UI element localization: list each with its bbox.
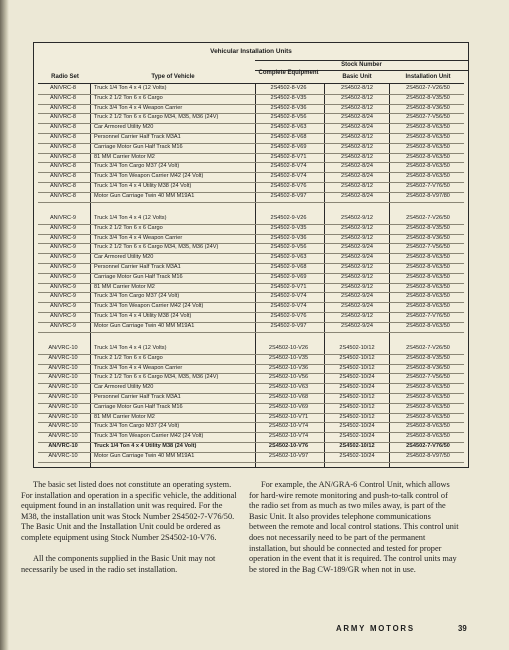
cell-vehicle-type: Truck 2 1/2 Ton 6 x 6 Cargo (94, 354, 163, 361)
cell-radio-set: AN/VRC-10 (48, 413, 78, 420)
cell-complete-equipment: 2S4502-8-V26 (270, 85, 307, 91)
cell-complete-equipment: 2S4502-8-V97 (270, 192, 307, 199)
cell-complete-equipment: 2S4502-9-V74 (270, 293, 307, 300)
cell-radio-set: AN/VRC-10 (48, 443, 78, 449)
cell-radio-set: AN/VRC-9 (49, 313, 77, 319)
cell-installation-unit: 2S4502-7-V56/50 (406, 244, 450, 251)
cell-vehicle-type: Car Armored Utility M20 (94, 254, 154, 261)
cell-basic-unit: 2S4502-9/12 (340, 215, 374, 221)
table-row (38, 322, 464, 333)
cell-basic-unit: 2S4502-8/12 (340, 183, 374, 189)
cell-vehicle-type: 81 MM Carrier Motor M2 (94, 413, 155, 420)
cell-vehicle-type: Motor Gun Carriage Twin 40 MM M19A1 (94, 452, 195, 459)
cell-vehicle-type: Car Armored Utility M20 (94, 124, 154, 131)
header-vehicle-type: Type of Vehicle (151, 74, 195, 80)
cell-complete-equipment: 2S4502-8-V63 (270, 124, 307, 131)
cell-installation-unit: 2S4502-8-V63/50 (406, 173, 450, 180)
cell-basic-unit: 2S4502-10/12 (339, 394, 375, 400)
cell-radio-set: AN/VRC-10 (48, 452, 78, 459)
cell-installation-unit: 2S4502-7-V26/50 (406, 85, 450, 91)
cell-basic-unit: 2S4502-9/12 (340, 283, 374, 290)
cell-vehicle-type: Carriage Motor Gun Half Track M16 (94, 403, 183, 410)
cell-vehicle-type: Car Armored Utility M20 (94, 384, 154, 391)
cell-complete-equipment: 2S4502-10-V97 (268, 452, 309, 459)
table-row (38, 192, 464, 203)
stock-number-header: Stock Number (255, 60, 468, 71)
cell-installation-unit: 2S4502-8-V63/50 (406, 254, 450, 261)
cell-installation-unit: 2S4502-7-V76/50 (406, 443, 450, 449)
cell-installation-unit: 2S4502-7-V76/50 (406, 313, 450, 319)
cell-vehicle-type: Personnel Carrier Half Track M3A1 (94, 134, 181, 140)
cell-basic-unit: 2S4502-10/12 (339, 364, 375, 371)
cell-vehicle-type: Truck 1/4 Ton 4 x 4 Utility M38 (24 Volt) (94, 443, 197, 449)
cell-complete-equipment: 2S4502-10-V26 (268, 345, 309, 351)
cell-basic-unit: 2S4502-10/24 (339, 423, 375, 430)
cell-vehicle-type: Truck 2 1/2 Ton 6 x 6 Cargo (94, 94, 163, 101)
cell-complete-equipment: 2S4502-8-V74 (270, 163, 307, 170)
cell-vehicle-type: Motor Gun Carriage Twin 40 MM M19A1 (94, 192, 195, 199)
cell-complete-equipment: 2S4502-9-V74 (270, 303, 307, 310)
cell-vehicle-type: Truck 3/4 Ton Weapon Carrier M42 (24 Volt) (94, 173, 204, 180)
header-basic-unit: Basic Unit (342, 74, 372, 80)
cell-installation-unit: 2S4502-8-V36/50 (406, 234, 450, 241)
cell-basic-unit: 2S4502-10/24 (339, 374, 375, 381)
cell-installation-unit: 2S4502-7-V26/50 (406, 215, 450, 221)
cell-basic-unit: 2S4502-8/24 (340, 163, 374, 170)
magazine-brand: ARMY MOTORS (336, 624, 415, 633)
cell-complete-equipment: 2S4502-10-V74 (268, 423, 309, 430)
cell-complete-equipment: 2S4502-9-V76 (270, 313, 307, 319)
book-spine-shadow (0, 0, 9, 650)
cell-vehicle-type: Truck 2 1/2 Ton 6 x 6 Cargo (94, 224, 163, 231)
cell-radio-set: AN/VRC-8 (49, 124, 77, 131)
cell-complete-equipment: 2S4502-10-V36 (268, 364, 309, 371)
cell-complete-equipment: 2S4502-10-V56 (268, 374, 309, 381)
cell-radio-set: AN/VRC-8 (49, 173, 77, 180)
cell-radio-set: AN/VRC-9 (49, 244, 77, 251)
cell-radio-set: AN/VRC-9 (49, 322, 77, 329)
cell-vehicle-type: Motor Gun Carriage Twin 40 MM M19A1 (94, 322, 195, 329)
cell-radio-set: AN/VRC-9 (49, 234, 77, 241)
cell-basic-unit: 2S4502-8/12 (340, 134, 374, 140)
body-text-left-column (21, 480, 237, 586)
cell-complete-equipment: 2S4502-10-V74 (268, 433, 309, 440)
cell-vehicle-type: Truck 3/4 Ton Cargo M37 (24 Volt) (94, 423, 180, 430)
cell-vehicle-type: 81 MM Carrier Motor M2 (94, 283, 155, 290)
paragraph: All the components supplied in the Basic Unit may not necessarily be used in the radio set installation. (21, 554, 216, 574)
cell-basic-unit: 2S4502-9/24 (340, 322, 374, 329)
cell-installation-unit: 2S4502-8-V63/50 (406, 124, 450, 131)
cell-installation-unit: 2S4502-7-V26/50 (406, 345, 450, 351)
cell-vehicle-type: Carriage Motor Gun Half Track M16 (94, 143, 183, 150)
cell-complete-equipment: 2S4502-8-V56 (270, 114, 307, 121)
cell-complete-equipment: 2S4502-10-V69 (268, 403, 309, 410)
cell-vehicle-type: Carriage Motor Gun Half Track M16 (94, 273, 183, 280)
cell-installation-unit: 2S4502-8-V63/50 (406, 264, 450, 270)
cell-radio-set: AN/VRC-10 (48, 403, 78, 410)
cell-installation-unit: 2S4502-8-V63/50 (406, 293, 450, 300)
cell-complete-equipment: 2S4502-10-V63 (268, 384, 309, 391)
cell-installation-unit: 2S4502-8-V63/50 (406, 403, 450, 410)
cell-vehicle-type: Personnel Carrier Half Track M3A1 (94, 394, 181, 400)
cell-basic-unit: 2S4502-9/12 (340, 234, 374, 241)
cell-radio-set: AN/VRC-9 (49, 293, 77, 300)
cell-installation-unit: 2S4502-8-V97/80 (406, 192, 450, 199)
cell-installation-unit: 2S4502-8-V35/50 (406, 354, 450, 361)
cell-installation-unit: 2S4502-8-V35/50 (406, 94, 450, 101)
cell-installation-unit: 2S4502-8-V63/50 (406, 384, 450, 391)
cell-installation-unit: 2S4502-8-V63/50 (406, 433, 450, 440)
cell-basic-unit: 2S4502-10/12 (339, 345, 375, 351)
cell-installation-unit: 2S4502-8-V97/50 (406, 452, 450, 459)
cell-complete-equipment: 2S4502-9-V36 (270, 234, 307, 241)
cell-radio-set: AN/VRC-8 (49, 104, 77, 111)
cell-complete-equipment: 2S4502-8-V36 (270, 104, 307, 111)
cell-complete-equipment: 2S4502-8-V74 (270, 173, 307, 180)
cell-vehicle-type: Truck 3/4 Ton Weapon Carrier M42 (24 Volt) (94, 303, 204, 310)
cell-radio-set: AN/VRC-9 (49, 254, 77, 261)
header-installation-unit: Installation Unit (405, 74, 451, 80)
cell-radio-set: AN/VRC-10 (48, 423, 78, 430)
cell-installation-unit: 2S4502-8-V36/50 (406, 364, 450, 371)
cell-basic-unit: 2S4502-8/24 (340, 192, 374, 199)
cell-basic-unit: 2S4502-9/12 (340, 264, 374, 270)
cell-radio-set: AN/VRC-9 (49, 303, 77, 310)
cell-radio-set: AN/VRC-8 (49, 85, 77, 91)
cell-radio-set: AN/VRC-8 (49, 94, 77, 101)
cell-complete-equipment: 2S4502-8-V69 (270, 143, 307, 150)
cell-installation-unit: 2S4502-8-V63/50 (406, 423, 450, 430)
cell-basic-unit: 2S4502-10/12 (339, 443, 375, 449)
cell-installation-unit: 2S4502-7-V56/50 (406, 114, 450, 121)
cell-complete-equipment: 2S4502-8-V71 (270, 153, 307, 160)
cell-basic-unit: 2S4502-10/12 (339, 403, 375, 410)
cell-radio-set: AN/VRC-9 (49, 264, 77, 270)
cell-installation-unit: 2S4502-8-V35/50 (406, 224, 450, 231)
page-number: 39 (458, 624, 467, 633)
cell-vehicle-type: Truck 3/4 Ton Weapon Carrier M42 (24 Volt) (94, 433, 204, 440)
cell-basic-unit: 2S4502-10/24 (339, 433, 375, 440)
installation-units-table (33, 42, 469, 468)
cell-radio-set: AN/VRC-10 (48, 433, 78, 440)
cell-vehicle-type: Truck 1/4 Ton 4 x 4 (12 Volts) (94, 345, 167, 351)
cell-complete-equipment: 2S4502-9-V71 (270, 283, 307, 290)
cell-complete-equipment: 2S4502-8-V76 (270, 183, 307, 189)
paragraph: For example, the AN/GRA-6 Control Unit, which allows for hard-wire remote monitoring and push-to-talk control of the radio set from as much as two miles away, is part of the Basic Unit. It also provides telephone communications between the remote and local control stations. This control unit does not necessarily need to be part of the permanent installation, but should be connected and tested for proper operation in the event that it is required. The control units may be stored in the Bag CW-189/GR when not in use. (249, 480, 459, 574)
cell-basic-unit: 2S4502-8/12 (340, 94, 374, 101)
cell-radio-set: AN/VRC-9 (49, 273, 77, 280)
cell-complete-equipment: 2S4502-9-V35 (270, 224, 307, 231)
cell-complete-equipment: 2S4502-9-V68 (270, 264, 307, 270)
cell-installation-unit: 2S4502-8-V63/50 (406, 413, 450, 420)
cell-installation-unit: 2S4502-7-V76/50 (406, 183, 450, 189)
cell-vehicle-type: Truck 3/4 Ton 4 x 4 Weapon Carrier (94, 364, 183, 371)
cell-vehicle-type: Truck 1/4 Ton 4 x 4 Utility M38 (24 Volt) (94, 313, 192, 319)
cell-vehicle-type: Truck 2 1/2 Ton 6 x 6 Cargo M34, M35, M36 (24V) (94, 244, 219, 251)
paragraph: The basic set listed does not constitute an operating system. For installation and operation in a specific vehicle, the additional equipment found in an installation unit was required. For the M38, the installation unit was Stock Number 2S4502-7-V76/50. The Basic Unit and the Installation Unit could be ordered as complete equipment using Stock Number 2S4502-10-V76. (21, 480, 237, 542)
cell-complete-equipment: 2S4502-9-V97 (270, 322, 307, 329)
cell-installation-unit: 2S4502-8-V63/50 (406, 143, 450, 150)
table-row (38, 452, 464, 463)
cell-radio-set: AN/VRC-8 (49, 163, 77, 170)
cell-installation-unit: 2S4502-8-V63/50 (406, 283, 450, 290)
cell-radio-set: AN/VRC-9 (49, 224, 77, 231)
cell-basic-unit: 2S4502-9/24 (340, 303, 374, 310)
cell-complete-equipment: 2S4502-10-V68 (268, 394, 309, 400)
cell-radio-set: AN/VRC-10 (48, 345, 78, 351)
cell-basic-unit: 2S4502-8/12 (340, 153, 374, 160)
cell-vehicle-type: Truck 1/4 Ton 4 x 4 (12 Volts) (94, 215, 167, 221)
cell-basic-unit: 2S4502-10/12 (339, 413, 375, 420)
cell-vehicle-type: Truck 1/4 Ton 4 x 4 Utility M38 (24 Volt) (94, 183, 192, 189)
cell-installation-unit: 2S4502-8-V63/50 (406, 163, 450, 170)
cell-basic-unit: 2S4502-8/12 (340, 104, 374, 111)
cell-basic-unit: 2S4502-8/12 (340, 143, 374, 150)
cell-basic-unit: 2S4502-9/24 (340, 254, 374, 261)
cell-vehicle-type: Truck 3/4 Ton 4 x 4 Weapon Carrier (94, 104, 183, 111)
cell-radio-set: AN/VRC-8 (49, 134, 77, 140)
cell-vehicle-type: Truck 3/4 Ton Cargo M37 (24 Volt) (94, 293, 180, 300)
cell-vehicle-type: 81 MM Carrier Motor M2 (94, 153, 155, 160)
cell-complete-equipment: 2S4502-9-V26 (270, 215, 307, 221)
cell-vehicle-type: Truck 3/4 Ton Cargo M37 (24 Volt) (94, 163, 180, 170)
cell-installation-unit: 2S4502-8-V63/50 (406, 322, 450, 329)
cell-radio-set: AN/VRC-10 (48, 374, 78, 381)
cell-basic-unit: 2S4502-8/24 (340, 114, 374, 121)
cell-radio-set: AN/VRC-9 (49, 283, 77, 290)
table-title: Vehicular Installation Units (210, 48, 292, 55)
cell-radio-set: AN/VRC-9 (49, 215, 77, 221)
cell-vehicle-type: Truck 2 1/2 Ton 6 x 6 Cargo M34, M35, M36 (24V) (94, 374, 219, 381)
cell-basic-unit: 2S4502-8/24 (340, 173, 374, 180)
cell-radio-set: AN/VRC-8 (49, 114, 77, 121)
cell-installation-unit: 2S4502-8-V63/50 (406, 303, 450, 310)
cell-installation-unit: 2S4502-7-V56/50 (406, 374, 450, 381)
cell-radio-set: AN/VRC-8 (49, 183, 77, 189)
cell-basic-unit: 2S4502-10/12 (339, 354, 375, 361)
cell-complete-equipment: 2S4502-9-V69 (270, 273, 307, 280)
header-complete-equipment: Complete Equipment (258, 70, 319, 76)
cell-complete-equipment: 2S4502-10-V76 (268, 443, 309, 449)
cell-basic-unit: 2S4502-9/24 (340, 244, 374, 251)
cell-installation-unit: 2S4502-8-V63/50 (406, 394, 450, 400)
cell-vehicle-type: Truck 3/4 Ton 4 x 4 Weapon Carrier (94, 234, 183, 241)
cell-vehicle-type: Truck 2 1/2 Ton 6 x 6 Cargo M34, M35, M36 (24V) (94, 114, 219, 121)
cell-radio-set: AN/VRC-10 (48, 354, 78, 361)
cell-vehicle-type: Personnel Carrier Half Track M3A1 (94, 264, 181, 270)
cell-basic-unit: 2S4502-9/12 (340, 273, 374, 280)
cell-complete-equipment: 2S4502-10-V71 (268, 413, 309, 420)
cell-basic-unit: 2S4502-9/12 (340, 313, 374, 319)
cell-installation-unit: 2S4502-8-V36/50 (406, 104, 450, 111)
cell-basic-unit: 2S4502-9/12 (340, 224, 374, 231)
cell-complete-equipment: 2S4502-10-V35 (268, 354, 309, 361)
cell-complete-equipment: 2S4502-8-V68 (270, 134, 307, 140)
body-text-right-column (249, 480, 459, 586)
cell-radio-set: AN/VRC-10 (48, 364, 78, 371)
cell-vehicle-type: Truck 1/4 Ton 4 x 4 (12 Volts) (94, 85, 167, 91)
cell-complete-equipment: 2S4502-8-V35 (270, 94, 307, 101)
cell-radio-set: AN/VRC-8 (49, 192, 77, 199)
cell-basic-unit: 2S4502-8/12 (340, 85, 374, 91)
cell-radio-set: AN/VRC-8 (49, 143, 77, 150)
cell-installation-unit: 2S4502-8-V63/50 (406, 134, 450, 140)
cell-basic-unit: 2S4502-10/24 (339, 384, 375, 391)
cell-basic-unit: 2S4502-9/24 (340, 293, 374, 300)
cell-radio-set: AN/VRC-10 (48, 384, 78, 391)
cell-installation-unit: 2S4502-8-V63/50 (406, 273, 450, 280)
cell-basic-unit: 2S4502-10/24 (339, 452, 375, 459)
cell-radio-set: AN/VRC-8 (49, 153, 77, 160)
header-radio-set: Radio Set (51, 74, 79, 80)
cell-radio-set: AN/VRC-10 (48, 394, 78, 400)
cell-complete-equipment: 2S4502-9-V63 (270, 254, 307, 261)
cell-complete-equipment: 2S4502-9-V56 (270, 244, 307, 251)
cell-installation-unit: 2S4502-8-V63/50 (406, 153, 450, 160)
cell-basic-unit: 2S4502-8/24 (340, 124, 374, 131)
